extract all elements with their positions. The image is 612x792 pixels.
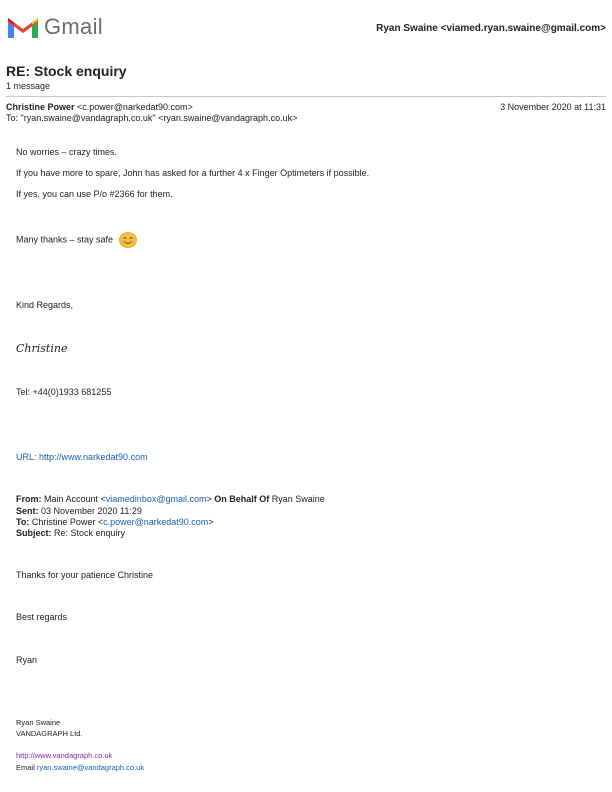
- sig-website-link[interactable]: http://www.vandagraph.co.uk: [16, 751, 113, 760]
- quoted-subject: [16, 528, 125, 538]
- message-to: To: "ryan.swaine@vandagraph.co.uk" <ryan.swaine@vandagraph.co.uk>: [6, 113, 298, 123]
- behalf-label: On Behalf Of: [211, 494, 270, 504]
- signature-name: Christine: [16, 342, 68, 355]
- sig-email-line: [16, 763, 144, 772]
- url-line: [16, 452, 148, 462]
- sent-label: Sent:: [16, 506, 39, 516]
- thread-subject: RE: Stock enquiry: [6, 63, 127, 79]
- to-close: >: [208, 517, 214, 527]
- message-count: 1 message: [6, 81, 51, 91]
- quoted-to: [16, 517, 214, 527]
- quoted-body-line: Ryan: [16, 655, 38, 665]
- quoted-body-line: Best regards: [16, 612, 68, 622]
- divider: [6, 96, 606, 97]
- body-line: If yes, you can use P/o #2366 for them.: [16, 189, 173, 199]
- body-line: No worries – crazy times.: [16, 147, 118, 157]
- from-close: >: [206, 494, 212, 504]
- from-email-link[interactable]: viamedinbox@gmail.com: [105, 494, 207, 504]
- body-line-thanks: [16, 232, 137, 248]
- gmail-header: [0, 0, 612, 60]
- subject-value: Re: Stock enquiry: [51, 528, 126, 538]
- sender-name: Christine Power: [6, 102, 75, 112]
- sig-company: VANDAGRAPH Ltd.: [16, 729, 83, 738]
- gmail-logo-icon: [6, 14, 40, 40]
- sender-email: <c.power@narkedat90.com>: [77, 102, 193, 112]
- message-date: 3 November 2020 at 11:31: [500, 102, 606, 112]
- company-url-link[interactable]: http://www.narkedat90.com: [39, 452, 148, 462]
- thanks-text: Many thanks – stay safe: [16, 234, 114, 245]
- account-label: Ryan Swaine <viamed.ryan.swaine@gmail.com>: [376, 23, 606, 34]
- from-label: From:: [16, 494, 42, 504]
- sig-name: Ryan Swaine: [16, 718, 61, 727]
- to-label: To:: [16, 517, 30, 527]
- subject-label: Subject:: [16, 528, 52, 538]
- url-label: URL:: [16, 452, 40, 462]
- from-name: Main Account <: [41, 494, 106, 504]
- body-line: If you have more to spare, John has asked for a further 4 x Finger Optimeters if possible.: [16, 168, 370, 178]
- gmail-logo-text: Gmail: [44, 14, 103, 39]
- message-from: [6, 102, 193, 112]
- telephone: Tel: +44(0)1933 681255: [16, 387, 112, 397]
- behalf-name: Ryan Swaine: [269, 494, 325, 504]
- to-name: Christine Power <: [29, 517, 104, 527]
- quoted-body-line: Thanks for your patience Christine: [16, 570, 154, 580]
- sig-email-label: Email: [16, 763, 37, 772]
- closing: Kind Regards,: [16, 300, 74, 310]
- sent-value: 03 November 2020 11:29: [38, 506, 142, 516]
- quoted-sent: [16, 506, 142, 516]
- quoted-from: [16, 494, 325, 504]
- to-email-link[interactable]: c.power@narkedat90.com: [103, 517, 209, 527]
- sig-email-link[interactable]: ryan.swaine@vandagraph.co.uk: [36, 763, 145, 772]
- smiling-face-icon: [119, 232, 137, 248]
